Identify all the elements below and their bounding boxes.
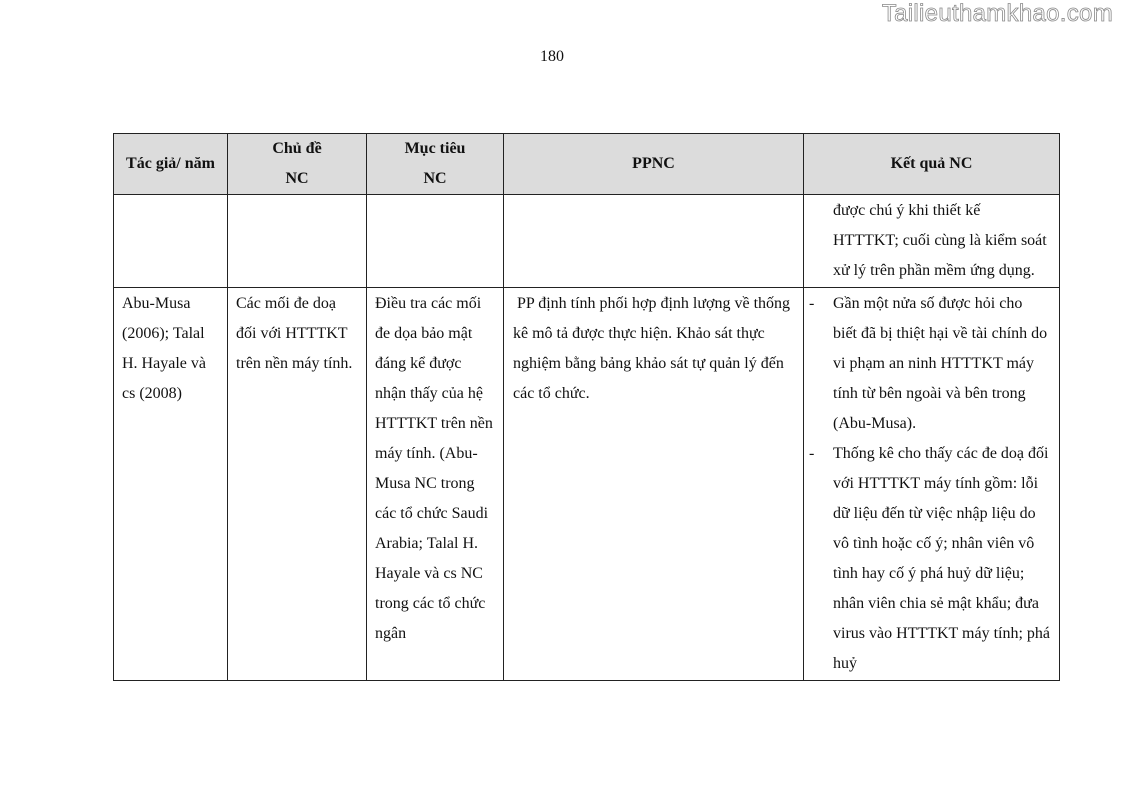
header-objective-line1: Mục tiêu [404,140,466,157]
result-text: Gần một nửa số được hỏi cho biết đã bị thiệt hại về tài chính do vi phạm an ninh HTTTKT máy tính từ bên ngoài và bên trong (Abu-Musa). [833,295,1048,432]
table-row [114,195,1060,288]
header-method [504,134,804,195]
page-number: 180 [540,48,564,65]
row2-objective-cell [367,288,504,681]
header-results-label: Kết quả NC [890,155,973,172]
row2-objective: Điều tra các mối đe dọa bảo mật đáng kể được nhận thấy của hệ HTTTKT trên nền máy tính. (Abu-Musa NC trong các tổ chức Saudi Arabia; Talal H. Hayale và cs NC trong các tổ chức ngân [375,295,493,642]
header-author-year-label: Tác giả/ năm [126,155,215,172]
dash-bullet: - [809,295,815,312]
row1-author-year-cell [114,195,228,288]
table-header-row [114,134,1060,195]
header-topic [228,134,367,195]
header-objective-line2: NC [423,170,447,187]
watermark: Tailieuthamkhao.com [881,0,1113,27]
row2-author-year-cell [114,288,228,681]
header-objective [367,134,504,195]
dash-bullet: - [809,445,815,462]
table-row [114,288,1060,681]
row1-results-cell [804,195,1060,288]
results-list [805,289,1058,679]
row2-method-cell [504,288,804,681]
row2-topic-cell [228,288,367,681]
row2-method: PP định tính phối hợp định lượng về thống kê mô tả được thực hiện. Khảo sát thực nghiệm bằng bảng khảo sát tự quản lý đến các tổ chức. [513,295,795,402]
header-topic-line1: Chủ đề [272,140,322,157]
header-results [804,134,1060,195]
row1-results-continuation: được chú ý khi thiết kế HTTTKT; cuối cùng là kiểm soát xử lý trên phần mềm ứng dụng. [833,202,1047,279]
header-method-label: PPNC [632,155,675,172]
result-text: Thống kê cho thấy các đe doạ đối với HTTTKT máy tính gồm: lỗi dữ liệu đến từ việc nhập liệu do vô tình hoặc cố ý; nhân viên vô tình hay cố ý phá huỷ dữ liệu; nhân viên chia sẻ mật khẩu; đưa virus vào HTTTKT máy tính; phá huỷ [833,445,1050,672]
header-topic-line2: NC [285,170,309,187]
row1-topic-cell [228,195,367,288]
row2-author-year: Abu-Musa (2006); Talal H. Hayale và cs (2008) [122,295,206,402]
literature-review-table [113,133,1060,681]
row1-objective-cell [367,195,504,288]
list-item [805,439,1058,679]
row2-topic: Các mối đe doạ đối với HTTTKT trên nền máy tính. [236,295,353,372]
header-author-year [114,134,228,195]
row1-method-cell [504,195,804,288]
list-item [805,289,1058,439]
row2-results-cell [804,288,1060,681]
